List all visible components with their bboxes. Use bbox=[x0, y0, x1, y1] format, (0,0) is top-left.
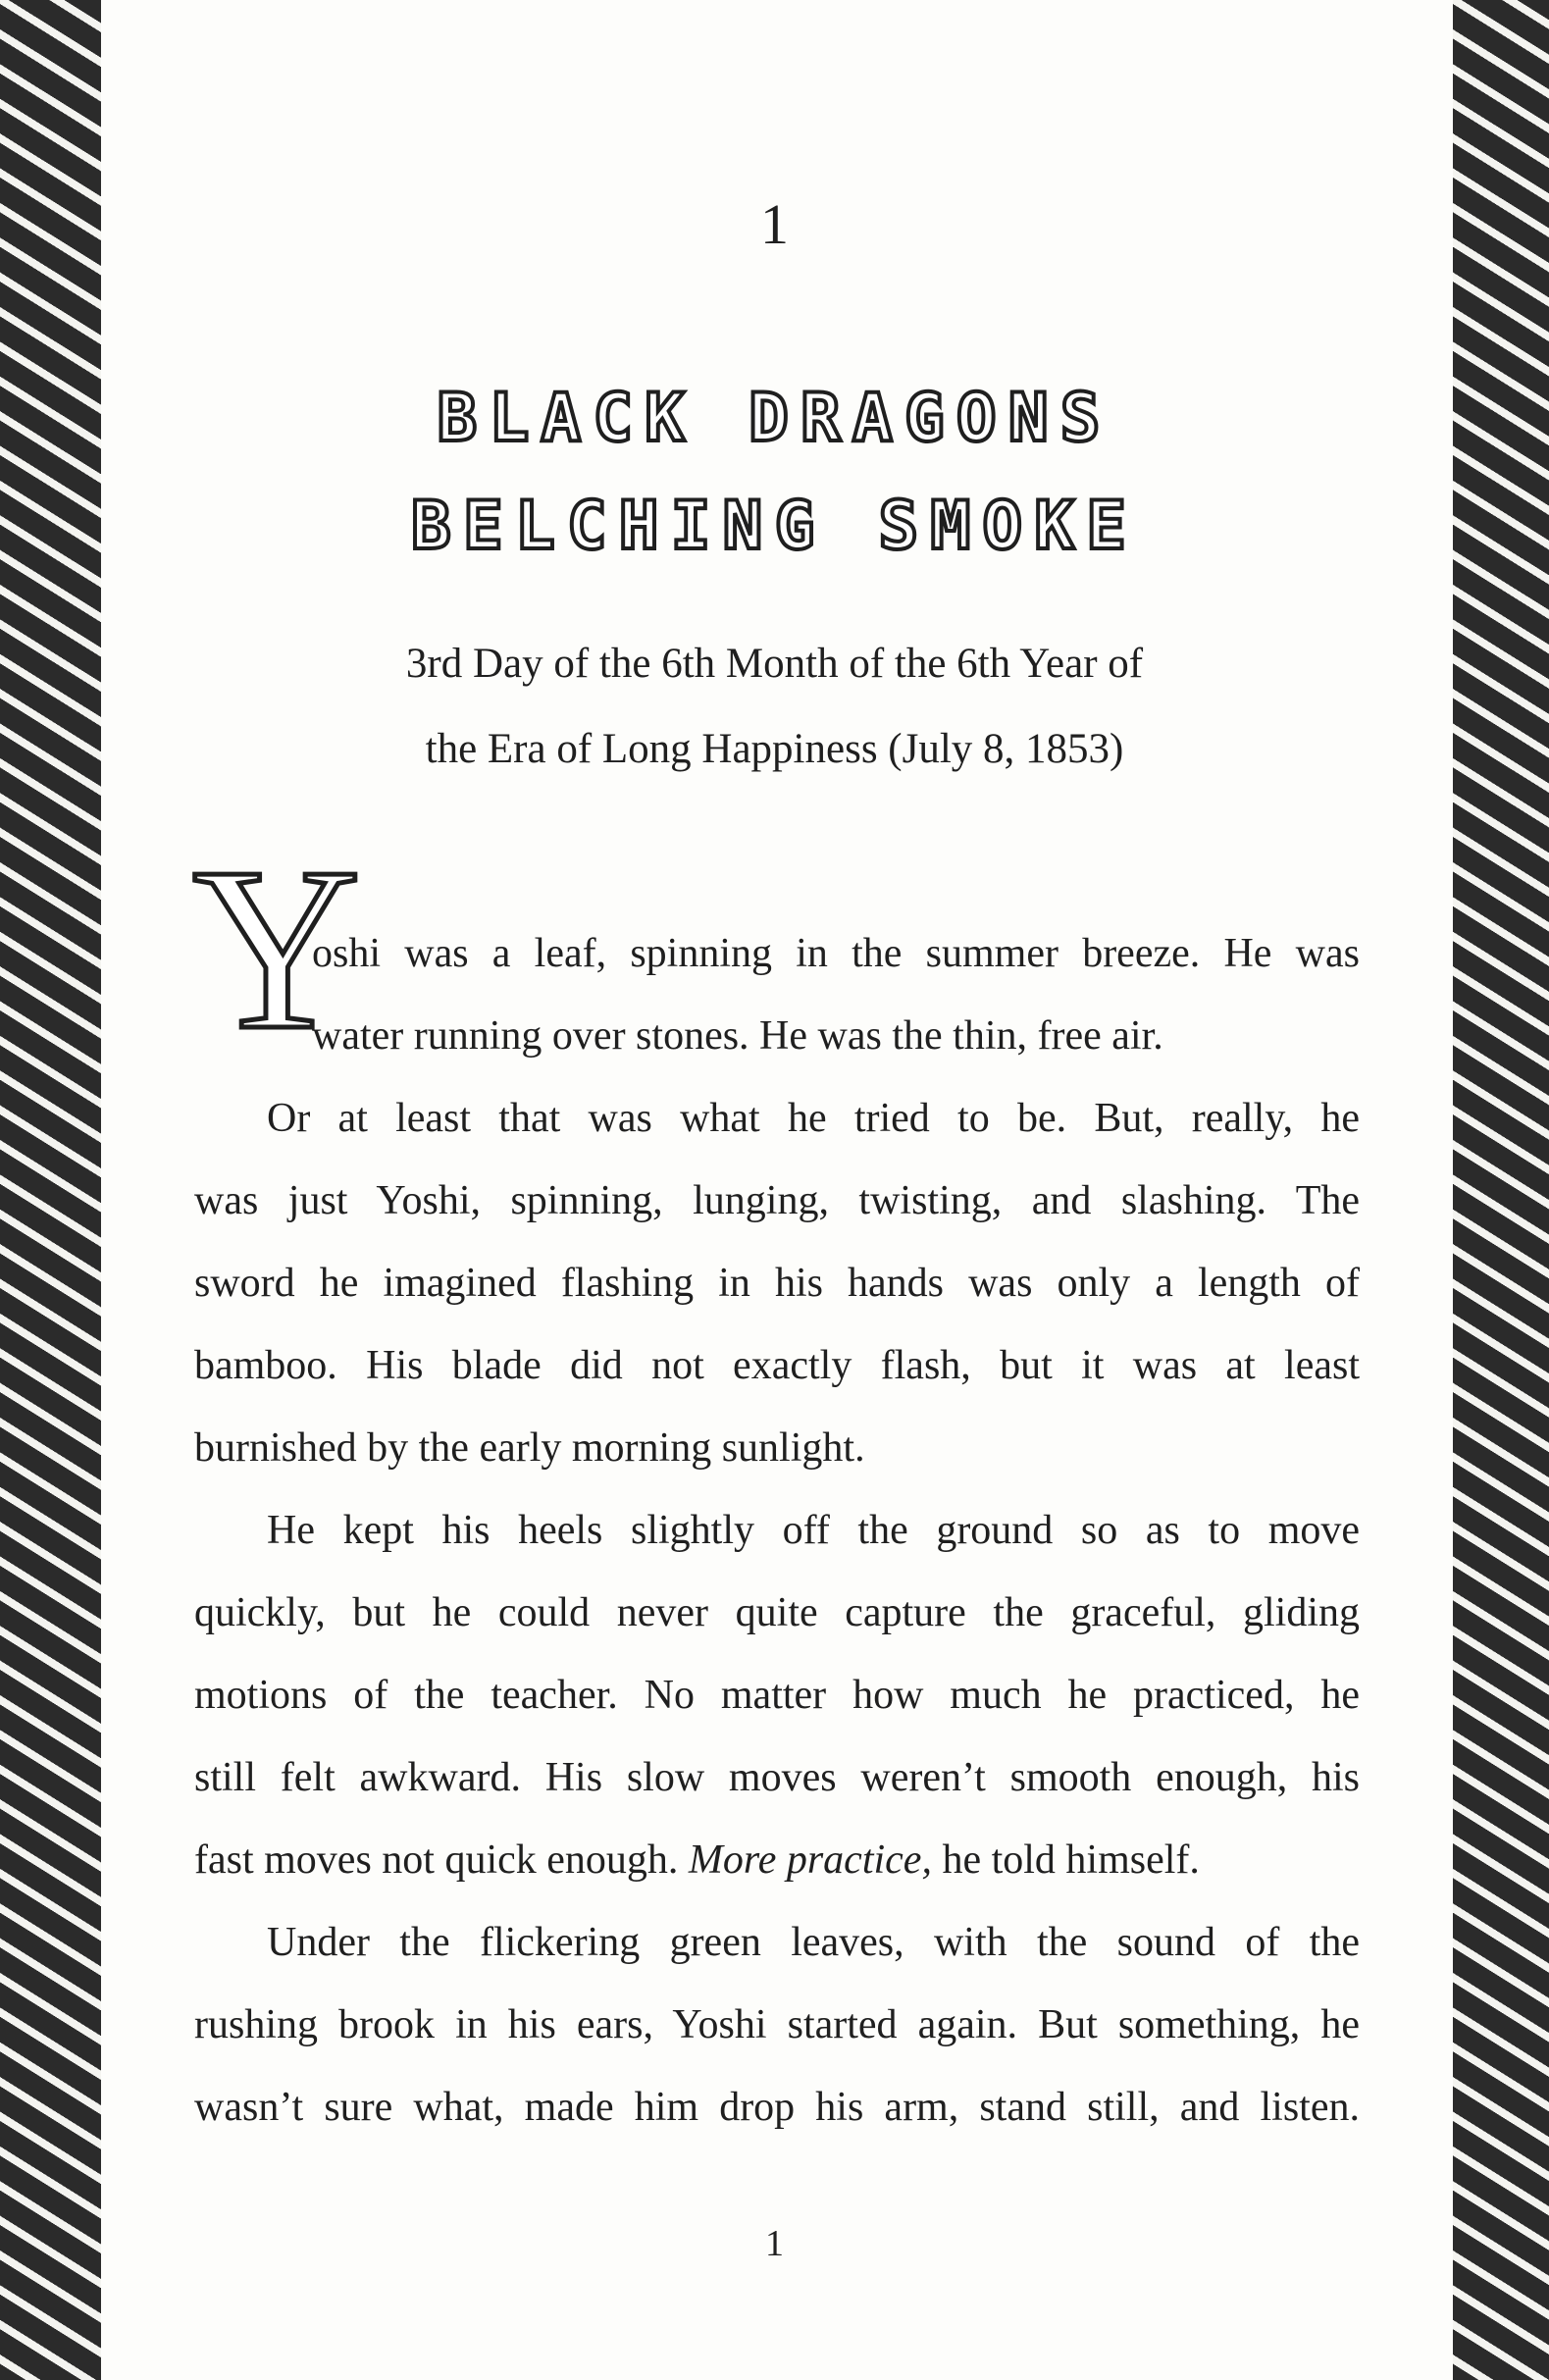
chapter-number: 1 bbox=[760, 192, 789, 256]
drop-cap: Y bbox=[192, 820, 361, 1078]
body-line: was just Yoshi, spinning, lunging, twisting, and slashing. The bbox=[194, 1178, 1360, 1223]
body-line: motions of the teacher. No matter how much he practiced, he bbox=[194, 1673, 1360, 1718]
page-number: 1 bbox=[765, 2223, 784, 2264]
body-line: He kept his heels slightly off the ground so as to move bbox=[267, 1508, 1360, 1553]
body-line: wasn’t sure what, made him drop his arm, stand still, and listen. bbox=[194, 2085, 1360, 2130]
chapter-title-line-2: BELCHING SMOKE bbox=[410, 488, 1139, 565]
chapter-title bbox=[294, 365, 1255, 581]
body-line: still felt awkward. His slow moves weren’t smooth enough, his bbox=[194, 1755, 1360, 1800]
body-line: Or at least that was what he tried to be. But, really, he bbox=[267, 1096, 1360, 1141]
date-line-2: the Era of Long Happiness (July 8, 1853) bbox=[425, 726, 1124, 772]
body-line: water running over stones. He was the thin, free air. bbox=[312, 1013, 1163, 1059]
decorative-border-left bbox=[0, 0, 101, 2380]
body-text-span: he told himself. bbox=[942, 1837, 1200, 1883]
body-line: burnished by the early morning sunlight. bbox=[194, 1425, 865, 1471]
body-line: rushing brook in his ears, Yoshi started again. But something, he bbox=[194, 2002, 1360, 2047]
decorative-border-right bbox=[1453, 0, 1549, 2380]
body-text-span: fast moves not quick enough. bbox=[194, 1837, 679, 1883]
date-line-1: 3rd Day of the 6th Month of the 6th Year of bbox=[405, 641, 1144, 687]
body-line: quickly, but he could never quite capture the graceful, gliding bbox=[194, 1590, 1360, 1635]
chapter-title-line-1: BLACK DRAGONS bbox=[437, 380, 1112, 457]
body-line: bamboo. His blade did not exactly flash, but it was at least bbox=[194, 1343, 1360, 1388]
body-line: Under the flickering green leaves, with the sound of the bbox=[267, 1920, 1360, 1965]
body-line: oshi was a leaf, spinning in the summer breeze. He was bbox=[312, 931, 1360, 976]
italic-thought: More practice, bbox=[688, 1837, 932, 1883]
body-line: sword he imagined flashing in his hands was only a length of bbox=[194, 1261, 1360, 1306]
body-line bbox=[194, 1831, 1200, 1889]
